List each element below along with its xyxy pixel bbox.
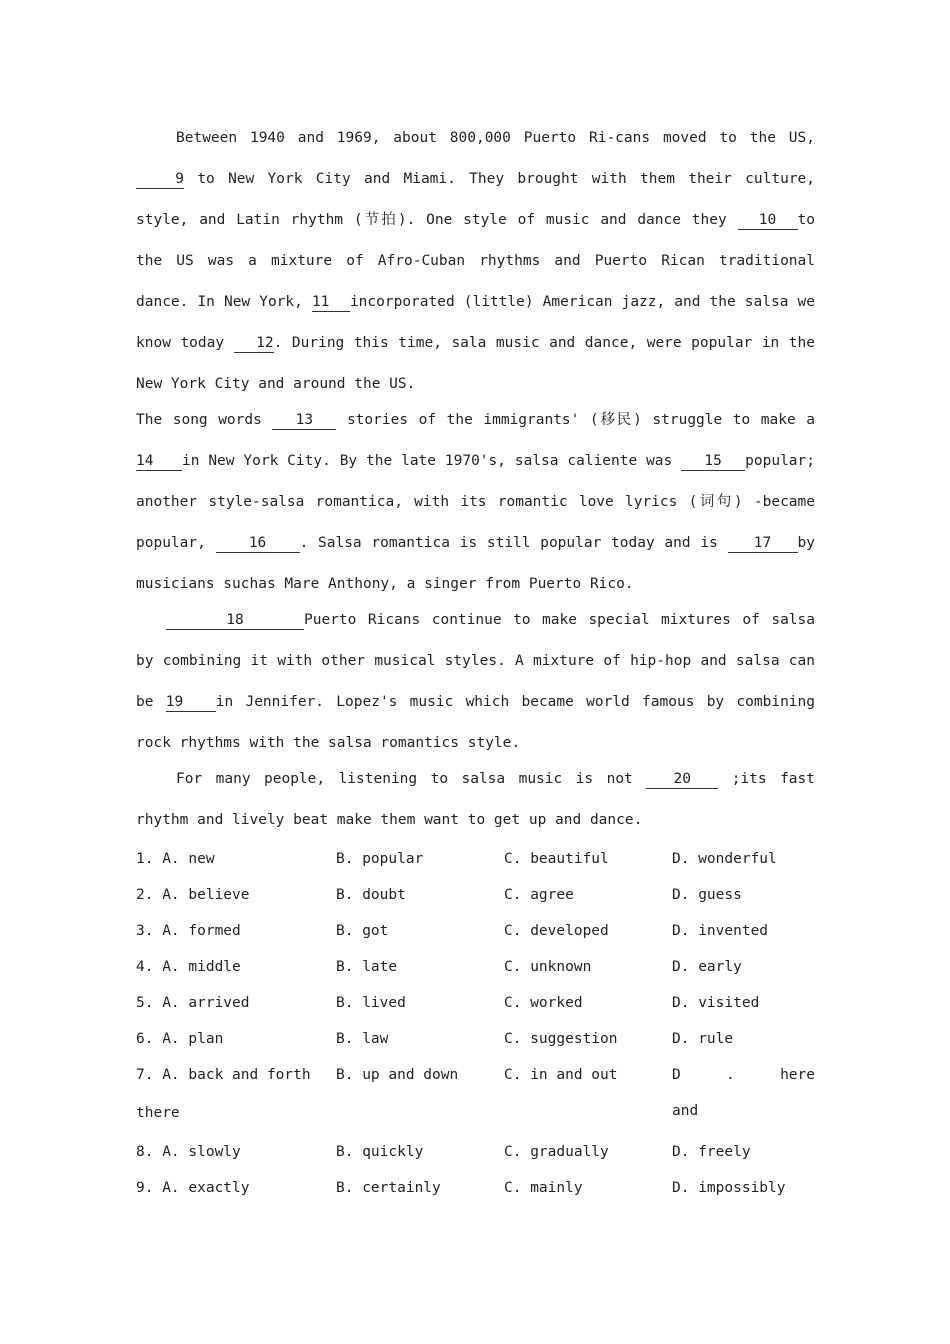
option-row-6 bbox=[136, 1021, 815, 1057]
option-a[interactable]: 6. A. plan bbox=[136, 1031, 224, 1047]
p2-text-5: . Salsa romantica is still popular today and is bbox=[299, 535, 728, 551]
p1-text-1: Between 1940 and 1969, about 800,000 Puerto Ri-cans moved to the US, bbox=[176, 130, 815, 146]
option-b[interactable]: B. quickly bbox=[336, 1144, 424, 1160]
paragraph-2 bbox=[136, 400, 815, 605]
option-b[interactable]: B. got bbox=[336, 923, 389, 939]
p2-text-2: stories of the immigrants' (移民) struggle to make a bbox=[336, 412, 815, 428]
blank-10[interactable]: 10 bbox=[738, 211, 798, 230]
option-b[interactable]: B. up and down bbox=[336, 1067, 459, 1083]
p3-text-1: Puerto Ricans continue to make special mixtures of salsa by combining it with other musical styles. A mixture of hip-hop and salsa can be bbox=[136, 612, 815, 710]
blank-12[interactable]: 12 bbox=[234, 334, 274, 353]
option-a[interactable]: 3. A. formed bbox=[136, 923, 241, 939]
option-d[interactable]: D. early bbox=[672, 959, 742, 975]
option-c[interactable]: C. suggestion bbox=[504, 1031, 618, 1047]
p1-text-3: to the US was a mixture of Afro-Cuban rhythms and Puerto Rican traditional dance. In New York, bbox=[136, 212, 815, 310]
p4-text-1: For many people, listening to salsa music is not bbox=[176, 771, 647, 787]
option-d[interactable]: D. guess bbox=[672, 887, 742, 903]
paragraph-4 bbox=[136, 759, 815, 841]
document-page bbox=[136, 118, 815, 1206]
p2-text-3: in New York City. By the late 1970's, salsa caliente was bbox=[182, 453, 682, 469]
option-d[interactable]: D . here and bbox=[672, 1067, 815, 1119]
option-d[interactable]: D. visited bbox=[672, 995, 760, 1011]
option-d-continuation: there bbox=[136, 1105, 180, 1121]
option-row-8 bbox=[136, 1134, 815, 1170]
option-a[interactable]: 7. A. back and forth bbox=[136, 1067, 311, 1083]
option-c[interactable]: C. mainly bbox=[504, 1180, 583, 1196]
option-c[interactable]: C. developed bbox=[504, 923, 609, 939]
option-b[interactable]: B. law bbox=[336, 1031, 389, 1047]
option-row-1 bbox=[136, 841, 815, 877]
option-c[interactable]: C. beautiful bbox=[504, 851, 609, 867]
option-b[interactable]: B. popular bbox=[336, 851, 424, 867]
option-a[interactable]: 2. A. believe bbox=[136, 887, 250, 903]
options-list bbox=[136, 841, 815, 1206]
option-row-2 bbox=[136, 877, 815, 913]
option-row-4 bbox=[136, 949, 815, 985]
option-c[interactable]: C. in and out bbox=[504, 1067, 618, 1083]
option-row-3 bbox=[136, 913, 815, 949]
option-a[interactable]: 8. A. slowly bbox=[136, 1144, 241, 1160]
paragraph-1 bbox=[136, 118, 815, 405]
option-b[interactable]: B. late bbox=[336, 959, 398, 975]
option-row-5 bbox=[136, 985, 815, 1021]
p2-text-6: by musicians suchas Mare Anthony, a singer from Puerto Rico. bbox=[136, 535, 815, 592]
option-c[interactable]: C. gradually bbox=[504, 1144, 609, 1160]
blank-16[interactable]: 16 bbox=[216, 534, 300, 553]
blank-17[interactable]: 17 bbox=[728, 534, 798, 553]
p1-text-5: . During this time, sala music and dance, were popular in the New York City and around the US. bbox=[136, 335, 815, 392]
option-b[interactable]: B. lived bbox=[336, 995, 406, 1011]
p3-text-2: in Jennifer. Lopez's music which became world famous by combining rock rhythms with the salsa romantics style. bbox=[136, 694, 815, 751]
option-d[interactable]: D. invented bbox=[672, 923, 769, 939]
option-a[interactable]: 4. A. middle bbox=[136, 959, 241, 975]
p1-text-4: incorporated (little) American jazz, and the salsa we know today bbox=[136, 294, 815, 351]
option-b[interactable]: B. certainly bbox=[336, 1180, 441, 1196]
option-b[interactable]: B. doubt bbox=[336, 887, 406, 903]
p2-text-4: popular; another style-salsa romantica, with its romantic love lyrics (词句) -became popular, bbox=[136, 453, 815, 551]
option-a[interactable]: 1. A. new bbox=[136, 851, 215, 867]
option-c[interactable]: C. unknown bbox=[504, 959, 592, 975]
blank-9[interactable]: 9 bbox=[136, 170, 184, 189]
blank-18[interactable]: 18 bbox=[166, 611, 304, 630]
p1-text-2: to New York City and Miami. They brought with them their culture, style, and Latin rhythm (节拍). One style of music and dance they bbox=[136, 171, 816, 228]
option-d[interactable]: D. wonderful bbox=[672, 851, 777, 867]
paragraph-3 bbox=[136, 600, 815, 764]
option-c[interactable]: C. worked bbox=[504, 995, 583, 1011]
blank-20[interactable]: 20 bbox=[646, 770, 718, 789]
p2-text-1: The song words bbox=[136, 412, 273, 428]
option-d[interactable]: D. rule bbox=[672, 1031, 734, 1047]
p4-text-2: ;its fast rhythm and lively beat make them want to get up and dance. bbox=[136, 771, 815, 828]
option-c[interactable]: C. agree bbox=[504, 887, 574, 903]
blank-15[interactable]: 15 bbox=[681, 452, 745, 471]
blank-11[interactable]: 11 bbox=[312, 293, 350, 312]
option-d[interactable]: D. impossibly bbox=[672, 1180, 786, 1196]
blank-14[interactable]: 14 bbox=[136, 452, 182, 471]
blank-19[interactable]: 19 bbox=[166, 693, 216, 712]
blank-13[interactable]: 13 bbox=[272, 411, 336, 430]
option-a[interactable]: 5. A. arrived bbox=[136, 995, 250, 1011]
option-row-9 bbox=[136, 1170, 815, 1206]
option-a[interactable]: 9. A. exactly bbox=[136, 1180, 250, 1196]
option-d[interactable]: D. freely bbox=[672, 1144, 751, 1160]
